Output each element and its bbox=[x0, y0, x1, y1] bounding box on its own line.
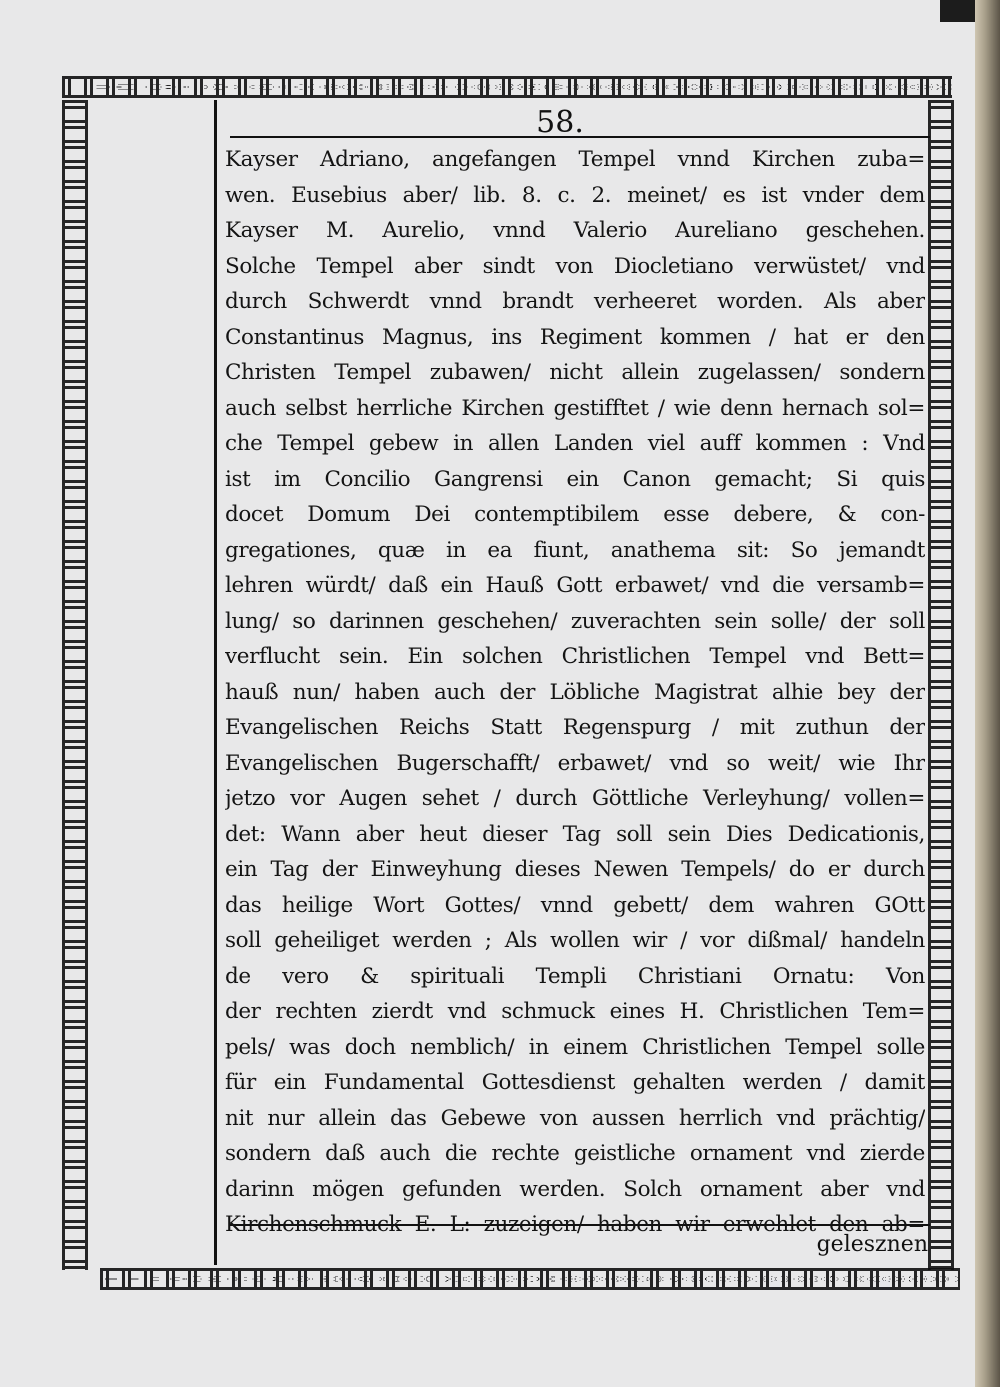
text-line: sondern daß auch die rechte geistliche ornament vnd zierde bbox=[225, 1141, 925, 1166]
text-line: das heilige Wort Gottes/ vnnd gebett/ dem wahren GOtt bbox=[225, 892, 925, 918]
text-line: verflucht sein. Ein solchen Christlichen Tempel vnd Bett= bbox=[225, 644, 925, 669]
text-line: Solche Tempel aber sindt von Diocletiano verwüstet/ vnd bbox=[225, 253, 925, 279]
page-number: 58. bbox=[536, 105, 584, 140]
text-line: gregationes, quæ in ea fiunt, anathema sit: So jemandt bbox=[225, 537, 925, 563]
bottom-ornamental-border bbox=[100, 1268, 960, 1290]
page-clip bbox=[940, 0, 975, 22]
body-text bbox=[225, 142, 925, 1243]
text-line: der rechten zierdt vnd schmuck eines H. Christlichen Tem= bbox=[225, 999, 925, 1024]
book-spine bbox=[975, 0, 1000, 1387]
text-line: darinn mögen gefunden werden. Solch ornament aber vnd bbox=[225, 1176, 925, 1202]
text-line: Kirchenschmuck E. L: zuzeigen/ haben wir erwehlet den ab= bbox=[225, 1212, 925, 1237]
text-line: Constantinus Magnus, ins Regiment kommen / hat er den bbox=[225, 324, 925, 350]
right-ornamental-border bbox=[928, 100, 954, 1270]
text-line: Evangelischen Reichs Statt Regenspurg / mit zuthun der bbox=[225, 715, 925, 740]
catchword: gelesznen bbox=[816, 1232, 928, 1257]
text-line: nit nur allein das Gebewe von aussen herrlich vnd prächtig/ bbox=[225, 1105, 925, 1131]
text-line: pels/ was doch nemblich/ in einem Christlichen Tempel solle bbox=[225, 1034, 925, 1060]
text-line: ist im Concilio Gangrensi ein Canon gemacht; Si quis bbox=[225, 466, 925, 492]
text-line: hauß nun/ haben auch der Löbliche Magistrat alhie bey der bbox=[225, 679, 925, 705]
left-vertical-rule bbox=[214, 100, 217, 1265]
text-line: de vero & spirituali Templi Christiani Ornatu: Von bbox=[225, 963, 925, 989]
left-ornamental-border bbox=[62, 100, 88, 1270]
text-line: Evangelischen Bugerschafft/ erbawet/ vnd so weit/ wie Ihr bbox=[225, 750, 925, 776]
text-line: auch selbst herrliche Kirchen gestifftet / wie denn hernach sol= bbox=[225, 395, 925, 421]
text-line: durch Schwerdt vnnd brandt verheeret worden. Als aber bbox=[225, 289, 925, 314]
text-line: Kayser Adriano, angefangen Tempel vnnd Kirchen zuba= bbox=[225, 147, 925, 172]
text-line: lehren würdt/ daß ein Hauß Gott erbawet/ vnd die versamb= bbox=[225, 573, 925, 598]
top-ornamental-border bbox=[62, 76, 952, 98]
text-line: det: Wann aber heut dieser Tag soll sein Dies Dedicationis, bbox=[225, 821, 925, 847]
text-line: Christen Tempel zubawen/ nicht allein zugelassen/ sondern bbox=[225, 360, 925, 385]
text-line: docet Domum Dei contemptibilem esse debere, & con- bbox=[225, 502, 925, 527]
text-line: für ein Fundamental Gottesdienst gehalten werden / damit bbox=[225, 1070, 925, 1095]
text-line: wen. Eusebius aber/ lib. 8. c. 2. meinet/ es ist vnder dem bbox=[225, 182, 925, 208]
text-line: lung/ so darinnen geschehen/ zuverachten sein solle/ der soll bbox=[225, 608, 925, 634]
text-line: soll geheiliget werden ; Als wollen wir / vor dißmal/ handeln bbox=[225, 928, 925, 953]
text-line: che Tempel gebew in allen Landen viel auff kommen : Vnd bbox=[225, 431, 925, 456]
text-line: jetzo vor Augen sehet / durch Göttliche Verleyhung/ vollen= bbox=[225, 786, 925, 811]
text-line: Kayser M. Aurelio, vnnd Valerio Aureliano geschehen. bbox=[225, 218, 925, 243]
text-line: ein Tag der Einweyhung dieses Newen Tempels/ do er durch bbox=[225, 857, 925, 882]
